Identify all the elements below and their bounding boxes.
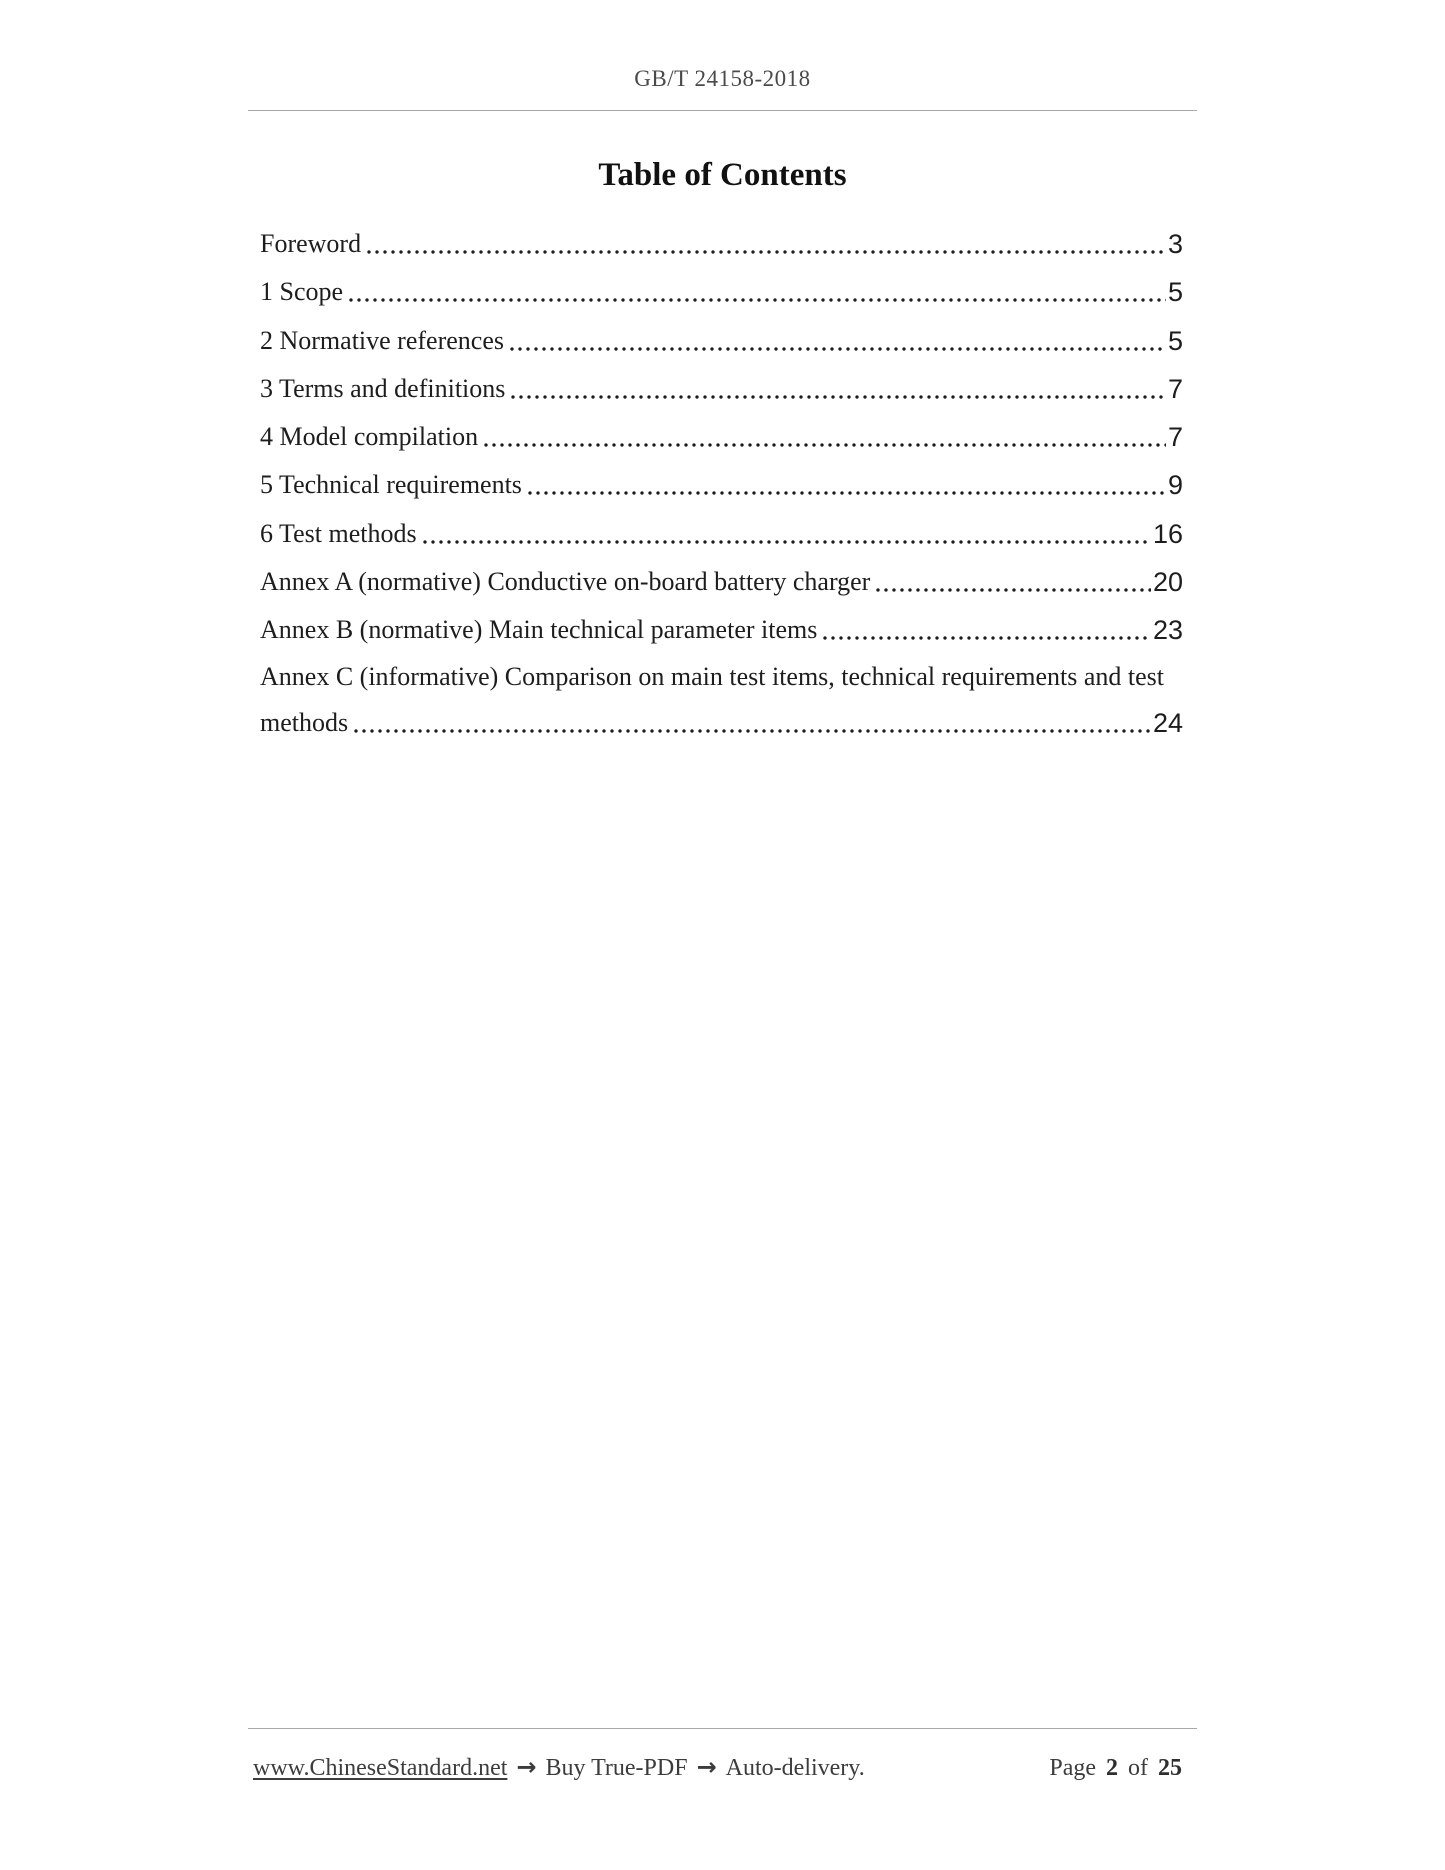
toc-entry-label: Annex B (normative) Main technical parameter items xyxy=(260,615,818,645)
toc-page-number: 5 xyxy=(1167,277,1183,308)
toc-page-number: 20 xyxy=(1152,567,1183,598)
toc-entry-label: Annex A (normative) Conductive on-board battery charger xyxy=(260,567,871,597)
toc-entry xyxy=(260,413,1183,461)
total-page-count: 25 xyxy=(1158,1755,1182,1781)
page-word: Page xyxy=(1049,1755,1096,1781)
toc-leader-dots xyxy=(349,298,1166,302)
toc-entry xyxy=(260,558,1183,606)
toc-entry xyxy=(260,655,1183,747)
document-footer xyxy=(248,1728,1197,1786)
current-page-number: 2 xyxy=(1106,1755,1118,1781)
header-divider xyxy=(248,110,1197,111)
toc-leader-dots xyxy=(876,588,1151,592)
document-header xyxy=(248,0,1197,111)
toc-entry xyxy=(260,606,1183,654)
page-title: Table of Contents xyxy=(598,157,847,193)
toc-leader-dots xyxy=(528,491,1166,495)
toc-entry-label: 2 Normative references xyxy=(260,325,504,355)
page-indicator xyxy=(1049,1750,1182,1786)
document-code: GB/T 24158-2018 xyxy=(634,66,811,91)
toc-leader-dots xyxy=(367,250,1166,254)
toc-entry-line2 xyxy=(260,699,1183,747)
toc-leader-dots xyxy=(354,729,1151,733)
toc-page-number: 7 xyxy=(1167,422,1183,453)
toc-leader-dots xyxy=(823,636,1151,640)
toc-entry xyxy=(260,317,1183,365)
toc-entry-label: Annex C (informative) Comparison on main test items, technical requirements and test xyxy=(260,661,1164,691)
toc-leader-dots xyxy=(511,395,1166,399)
toc-leader-dots xyxy=(423,540,1151,544)
page-content xyxy=(248,0,1197,747)
toc-entry xyxy=(260,461,1183,509)
toc-entry xyxy=(260,268,1183,316)
arrow-icon: → xyxy=(696,1753,717,1781)
toc-page-number: 7 xyxy=(1167,373,1183,404)
footer-row xyxy=(248,1749,1197,1786)
toc-entry xyxy=(260,220,1183,268)
toc-page-number: 24 xyxy=(1152,707,1183,738)
toc-entry-label: 6 Test methods xyxy=(260,518,417,548)
toc-entry-label: 3 Terms and definitions xyxy=(260,373,506,403)
toc-entry xyxy=(260,365,1183,413)
footer-buy-text: Buy True-PDF xyxy=(545,1755,688,1781)
toc-entry-label: 5 Technical requirements xyxy=(260,470,522,500)
site-link[interactable]: www.ChineseStandard.net xyxy=(253,1755,508,1781)
of-word: of xyxy=(1128,1755,1148,1781)
toc-page-number: 16 xyxy=(1152,518,1183,549)
footer-promo xyxy=(253,1749,865,1786)
toc-page-number: 3 xyxy=(1167,229,1183,259)
footer-divider xyxy=(248,1728,1197,1729)
toc-leader-dots xyxy=(484,443,1166,447)
toc-page-number: 23 xyxy=(1152,615,1183,646)
toc-entry-label: Foreword xyxy=(260,229,362,258)
toc-entry xyxy=(260,510,1183,558)
toc-entry-label: methods xyxy=(260,707,349,737)
footer-delivery-text: Auto-delivery. xyxy=(725,1755,865,1781)
toc-leader-dots xyxy=(510,347,1166,351)
toc-list xyxy=(260,220,1183,747)
toc-page-number: 9 xyxy=(1167,470,1183,501)
toc-entry-label: 4 Model compilation xyxy=(260,422,479,452)
arrow-icon: → xyxy=(516,1753,537,1781)
toc-entry-label: 1 Scope xyxy=(260,277,344,307)
toc-page-number: 5 xyxy=(1167,325,1183,356)
